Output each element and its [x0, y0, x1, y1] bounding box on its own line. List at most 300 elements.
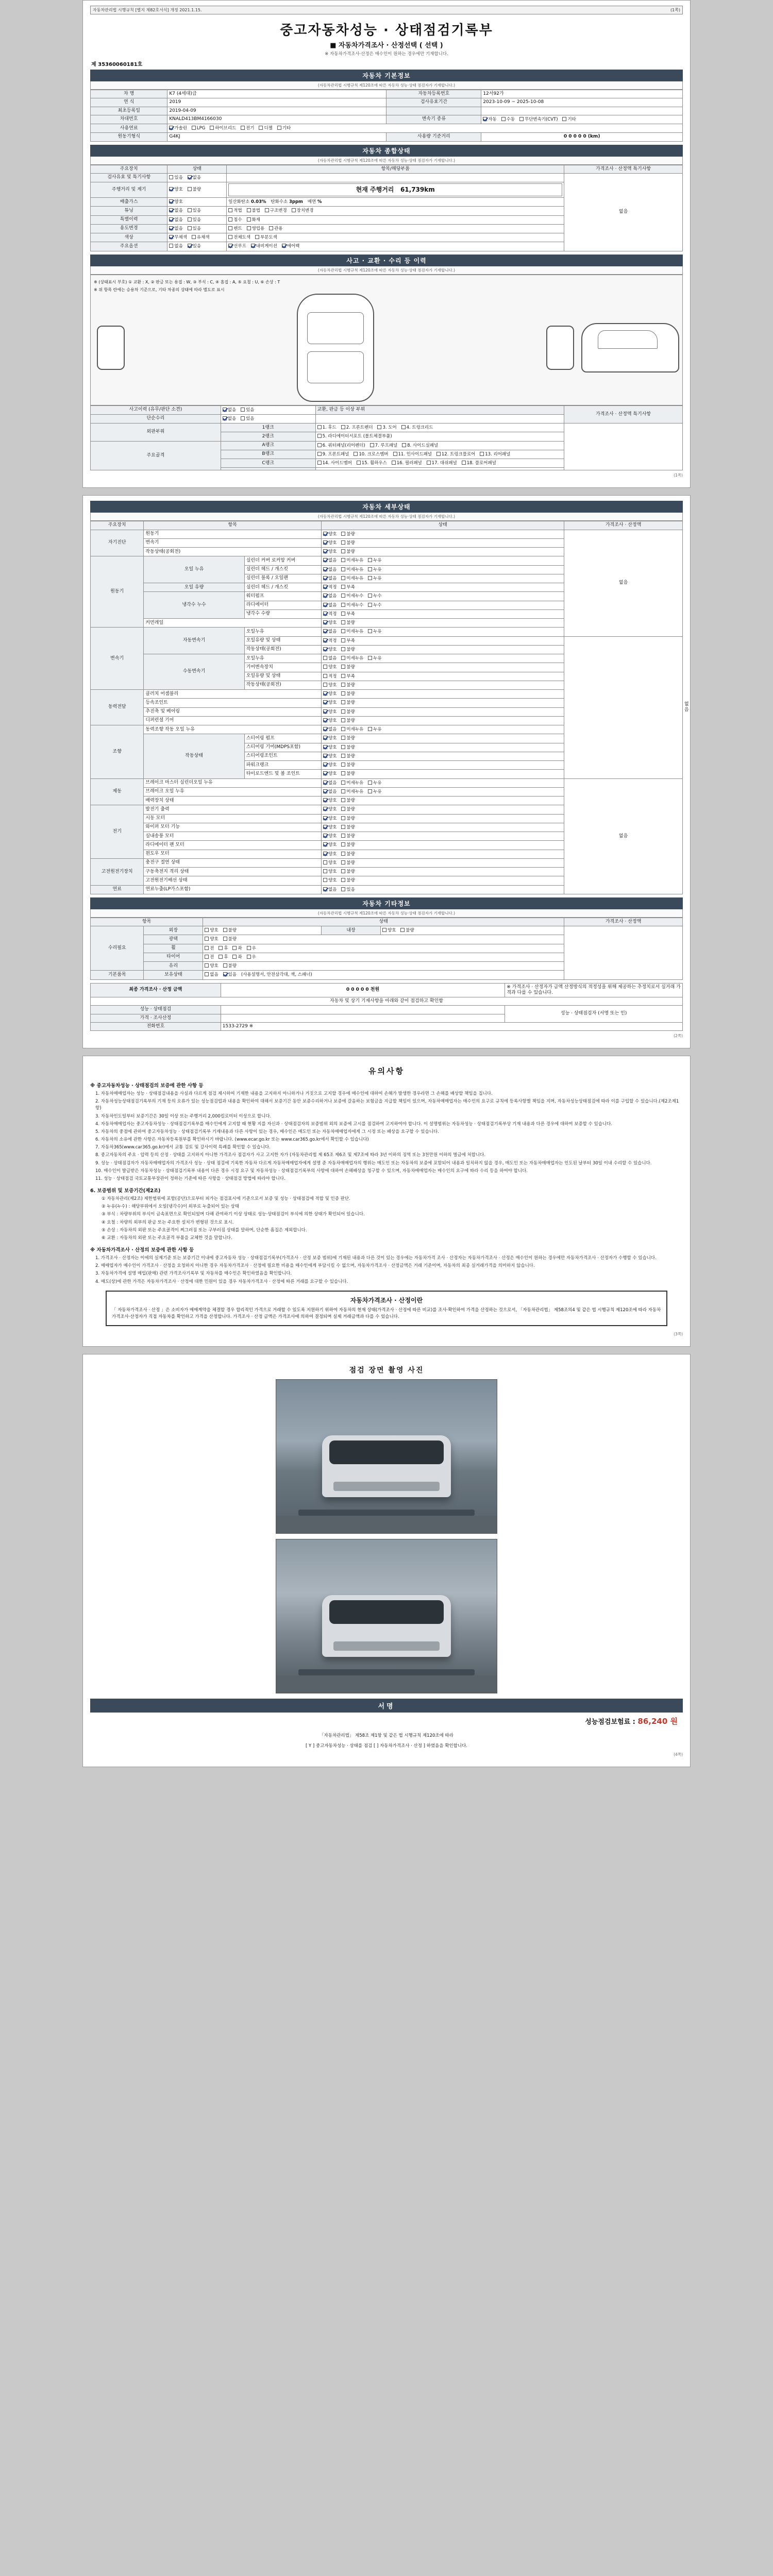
notice-item2: 4. 매도(상)에 관한 가격은 자동차가격조사 · 산정에 대한 민원이 있을 경우 자동차가격조사 · 산정에 따른 거래를 요구할 수 있습니다.	[95, 1279, 348, 1284]
document-title: 중고자동차성능 · 상태점검기록부	[280, 23, 493, 38]
rocker-none[interactable]: 없음	[323, 557, 337, 564]
state-radiator-fan	[322, 841, 564, 850]
fuel-leak-none[interactable]: 없음	[323, 887, 337, 893]
item-block-oilpan: 실린더 블록 / 오일팬	[244, 574, 321, 583]
state-power-crank	[322, 761, 564, 770]
table-row	[91, 983, 683, 997]
item-mt-idle: 작동상태(공회전)	[244, 681, 321, 689]
rocker-leak[interactable]: 누유	[368, 557, 381, 564]
interior-good[interactable]: 양호	[382, 927, 396, 934]
sub-coolant-leak: 냉각수 누수	[144, 592, 244, 619]
tuning-illegal[interactable]: 불법	[247, 208, 260, 214]
rail-bad[interactable]: 불량	[341, 620, 355, 626]
item-mt-oil: 오일유량 및 상태	[244, 672, 321, 681]
tuning-legal[interactable]: 적법	[228, 208, 242, 214]
state-drive-battery	[322, 868, 564, 876]
item-trans-diag: 변속기	[144, 538, 322, 547]
block-minor[interactable]: 미세누유	[341, 575, 363, 582]
mt-gear-bad[interactable]: 불량	[341, 664, 355, 670]
item-cv-joint: 등속조인트	[144, 699, 322, 707]
fuel-option-other[interactable]: 기타	[277, 125, 291, 131]
validity-no[interactable]: 없음	[188, 175, 201, 181]
table-row	[91, 98, 683, 107]
color-chromatic[interactable]: 유채색	[192, 234, 210, 241]
state-common-rail	[322, 619, 564, 628]
ps-none[interactable]: 없음	[323, 726, 337, 733]
value-usage-distance: 0 0 0 0 0 (km)	[481, 133, 683, 141]
usechange-none[interactable]: 없음	[169, 226, 182, 232]
pump-none[interactable]: 없음	[323, 593, 337, 599]
label-usage-distance: 사용량 기준거리	[386, 133, 481, 141]
part-front-panel[interactable]: 9. 프론트패널	[317, 451, 349, 457]
polish-bad[interactable]: 불량	[223, 936, 237, 942]
inspection-photo-rear	[276, 1539, 497, 1693]
tuning-yes[interactable]: 있음	[188, 208, 201, 214]
notice-item: 11. 성능 · 상태점검 국토교통부장관이 정하는 기준에 따른 사항을 · 상태점검 방법에 따라야 합니다.	[95, 1176, 285, 1181]
photo-car-rear-shape	[322, 1595, 451, 1657]
value-fuel	[167, 124, 683, 133]
row-label-options: 주요옵션	[91, 242, 167, 251]
table-row	[91, 115, 683, 124]
part-front-fender[interactable]: 2. 프론트펜더	[341, 425, 373, 431]
polish-good[interactable]: 양호	[205, 936, 218, 942]
emission-good[interactable]: 양호	[169, 199, 182, 205]
hv-good[interactable]: 양호	[323, 877, 337, 884]
color-full-paint[interactable]: 전체도색	[228, 234, 250, 241]
part-side-sill-panel[interactable]: 8. 사이드실패널	[402, 443, 438, 449]
at-idle-good[interactable]: 양호	[323, 647, 337, 653]
sg-bad[interactable]: 불량	[341, 744, 355, 751]
part-trunk-lid[interactable]: 4. 트렁크리드	[401, 425, 433, 431]
interior-bad[interactable]: 불량	[400, 927, 414, 934]
value-blank1	[481, 107, 683, 115]
item-mt-gear: 기어변속장치	[244, 663, 321, 672]
cp-bad[interactable]: 불량	[341, 860, 355, 866]
alt-good[interactable]: 양호	[323, 806, 337, 812]
wiper-bad[interactable]: 불량	[341, 824, 355, 831]
usechange-yes[interactable]: 있음	[188, 226, 201, 232]
at-leak-none[interactable]: 없음	[323, 629, 337, 635]
row-item-special	[227, 215, 564, 224]
fan-bad[interactable]: 불량	[341, 842, 355, 848]
label-inspection-period: 검사유효기간	[386, 98, 481, 107]
sub-oil-amount: 오일 유량	[144, 583, 244, 592]
item-steering-gear: 스티어링 기어(MDPS포함)	[244, 743, 321, 752]
sp-bad[interactable]: 불량	[341, 735, 355, 741]
at-idle-bad[interactable]: 불량	[341, 647, 355, 653]
state-engine-diag	[322, 530, 564, 538]
block-leak[interactable]: 누유	[368, 575, 381, 582]
value-first-reg: 2019-04-09	[167, 107, 386, 115]
fuel-option-lpg[interactable]: LPG	[192, 125, 205, 131]
part-pillar-panel[interactable]: 16. 필러패널	[392, 460, 422, 466]
photo-lift-bar-2	[298, 1669, 475, 1675]
item-exterior: 외장	[144, 926, 203, 935]
page-1	[82, 0, 691, 488]
part-roof-panel[interactable]: 7. 루프패널	[370, 443, 398, 449]
overall-remark: 없음	[564, 173, 683, 251]
wiper-good[interactable]: 양호	[323, 824, 337, 831]
value-inspection-period: 2023-10-09 ~ 2025-10-08	[481, 98, 683, 107]
mt-idle-bad[interactable]: 불량	[341, 682, 355, 688]
item-mt-leak: 오일누유	[244, 654, 321, 663]
color-achromatic[interactable]: 무채색	[169, 234, 187, 241]
tire-right[interactable]: 우	[247, 954, 256, 960]
sj-bad[interactable]: 불량	[341, 753, 355, 759]
notice-subitem: ② 누유(누수) : 해당부위에서 오일(냉각수)이 외부로 누출되어 있는 상태	[102, 1204, 240, 1210]
possession-none[interactable]: 없음	[205, 972, 218, 978]
accident-yes[interactable]: 있음	[241, 407, 254, 413]
idle-diag-bad[interactable]: 불량	[341, 549, 355, 555]
part-quarter-panel[interactable]: 6. 쿼터패널(리어펜더)	[317, 443, 365, 449]
col-state: 상태	[167, 165, 227, 173]
exterior-bad[interactable]: 불량	[223, 927, 237, 934]
wheel-rear[interactable]: 후	[219, 945, 228, 952]
mileage-bad[interactable]: 불량	[188, 187, 201, 193]
glass-good[interactable]: 양호	[205, 963, 218, 969]
mt-oil-ok[interactable]: 적정	[323, 673, 337, 680]
diff-bad[interactable]: 불량	[341, 718, 355, 724]
value-inspector-perf	[221, 1006, 505, 1014]
final-price-table	[90, 983, 683, 1031]
table-row	[91, 124, 683, 133]
fuel-leak-yes[interactable]: 있음	[341, 887, 355, 893]
special-yes[interactable]: 있음	[188, 217, 201, 223]
section-detail-note: (자동차관리법 시행규칙 제120조에 따른 자동차 성능·상태 점검자가 기재합니다.)	[90, 513, 683, 521]
label-inspector-price: 가격 · 조사산정	[91, 1014, 221, 1022]
part-radiator-support[interactable]: 5. 라디에이터서포트 (볼트체결부품)	[317, 433, 392, 439]
mt-gear-good[interactable]: 양호	[323, 664, 337, 670]
col-other-price: 가격조사 · 산정액	[564, 918, 683, 926]
db-bad[interactable]: 불량	[341, 869, 355, 875]
special-fire[interactable]: 화재	[247, 217, 260, 223]
fuel-option-hybrid[interactable]: 하이브리드	[210, 125, 236, 131]
item-tie-rod: 타이로드엔드 및 볼 조인트	[244, 770, 321, 778]
wheel-front[interactable]: 전	[205, 945, 214, 952]
section-accident-note: (자동차관리법 시행규칙 제120조에 따른 자동차 성능·상태 점검자가 기재합니다.)	[90, 266, 683, 275]
table-row	[91, 699, 683, 707]
diff-good[interactable]: 양호	[323, 718, 337, 724]
section-basic-info-note: (자동차관리법 시행규칙 제120조에 따른 자동차 성능·상태 점검자가 기재합니다.)	[90, 81, 683, 90]
item-charge-port: 충전구 절연 상태	[144, 858, 322, 867]
db-good[interactable]: 양호	[323, 869, 337, 875]
mt-idle-good[interactable]: 양호	[323, 682, 337, 688]
blower-good[interactable]: 양호	[323, 833, 337, 839]
fuel-option-gasoline[interactable]: 가솔린	[169, 125, 187, 131]
shaft-bad[interactable]: 불량	[341, 709, 355, 715]
insurance-fee-label: 성능점검보험료 :	[585, 1718, 635, 1726]
item-engine-diag: 원동기	[144, 530, 322, 538]
trans-diag-good[interactable]: 양호	[323, 540, 337, 546]
notice-subitem: ⑤ 손상 : 자동차의 외판 또는 주요골격이 찌그러짐 또는 구부러짐 상태를 말하며, 단순한 흠집은 제외합니다.	[102, 1227, 307, 1233]
part-floor-panel[interactable]: 18. 플로어패널	[462, 460, 496, 466]
pump-minor[interactable]: 미세누수	[341, 593, 363, 599]
starter-good[interactable]: 양호	[323, 816, 337, 822]
item-polish: 광택	[144, 935, 203, 944]
section-basic-info-title: 자동차 기본정보	[90, 70, 683, 81]
rad-minor[interactable]: 미세누수	[341, 602, 363, 608]
part-wheel-house[interactable]: 15. 휠하우스	[357, 460, 387, 466]
form-ref: 자동차관리법 시행규칙 [별지 제82호서식] 개정 2021.1.15.	[93, 8, 202, 12]
table-row	[91, 778, 683, 787]
option-airbag[interactable]: 에어백	[282, 243, 300, 249]
part-dash-panel[interactable]: 17. 대쉬패널	[427, 460, 457, 466]
block-none[interactable]: 없음	[323, 575, 337, 582]
fuel-option-electric[interactable]: 전기	[241, 125, 254, 131]
item-blower: 실내송풍 모터	[144, 832, 322, 841]
wheel-right[interactable]: 우	[247, 945, 256, 952]
definition-box	[106, 1291, 667, 1326]
state-propeller-shaft	[322, 707, 564, 716]
diagram-shapes	[94, 294, 679, 402]
usechange-gov[interactable]: 관용	[269, 226, 282, 232]
idle-diag-good[interactable]: 양호	[323, 549, 337, 555]
pump-leak[interactable]: 누수	[368, 593, 381, 599]
page3-footer: (3쪽)	[674, 1331, 683, 1336]
sg-good[interactable]: 양호	[323, 744, 337, 751]
item-tire: 타이어	[144, 953, 203, 961]
table-row	[91, 1022, 683, 1030]
mt-oil-low[interactable]: 부족	[341, 673, 355, 680]
tr-bad[interactable]: 불량	[341, 771, 355, 777]
shaft-good[interactable]: 양호	[323, 709, 337, 715]
photo-section-title: 점검 장면 촬영 사진	[349, 1366, 424, 1375]
table-row	[91, 997, 683, 1006]
section-other-note: (자동차관리법 시행규칙 제120조에 따른 자동차 성능·상태 점검자가 기재합니다.)	[90, 909, 683, 918]
glass-bad[interactable]: 불량	[223, 963, 237, 969]
transmission-option-auto[interactable]: 자동	[483, 116, 496, 123]
value-engine-type: G4KJ	[167, 133, 386, 141]
part-trunk-floor[interactable]: 12. 트렁크플로어	[436, 451, 476, 457]
head-none[interactable]: 없음	[323, 567, 337, 573]
cv-bad[interactable]: 불량	[341, 700, 355, 706]
transmission-option-cvt[interactable]: 무단변속기(CVT)	[519, 116, 558, 123]
state-coolant-amount	[322, 609, 564, 618]
cp-good[interactable]: 양호	[323, 860, 337, 866]
exterior-good[interactable]: 양호	[205, 927, 218, 934]
clutch-bad[interactable]: 불량	[341, 691, 355, 697]
tire-left[interactable]: 좌	[232, 954, 242, 960]
part-cross-member[interactable]: 10. 크로스멤버	[354, 451, 388, 457]
sp-good[interactable]: 양호	[323, 735, 337, 741]
at-leak-minor[interactable]: 미세누유	[341, 629, 363, 635]
item-interior: 내장	[322, 926, 381, 935]
color-partial-paint[interactable]: 부분도색	[255, 234, 277, 241]
at-oil-ok[interactable]: 적정	[323, 638, 337, 644]
group-outer-panel: 외판부위	[91, 423, 221, 442]
state-steering-gear	[322, 743, 564, 752]
mc-leak[interactable]: 누유	[368, 780, 381, 786]
state-oil-amount	[322, 583, 564, 592]
starter-bad[interactable]: 불량	[341, 816, 355, 822]
detail-remark-3: 없음	[564, 778, 683, 894]
blower-bad[interactable]: 불량	[341, 833, 355, 839]
section-accident-title: 사고 · 교환 · 수리 등 이력	[90, 255, 683, 266]
group-engine: 원동기	[91, 556, 144, 628]
label-plate: 자동차등록번호	[386, 90, 481, 98]
booster-good[interactable]: 양호	[323, 798, 337, 804]
value-car-name: K7 (4세대)급	[167, 90, 386, 98]
group-transmission: 변속기	[91, 628, 144, 690]
notice-subitem: ④ 요철 : 차량의 외부의 판금 또는 주요한 설치가 변형된 것으로 표시.	[102, 1219, 234, 1225]
label-accident-history: 사고이력 (유무/판단 소견)	[91, 405, 221, 414]
simple-repair-none[interactable]: 없음	[223, 416, 236, 422]
bo-none[interactable]: 없음	[323, 789, 337, 795]
mt-leak-none[interactable]: 없음	[323, 655, 337, 662]
oil-amount-ok[interactable]: 적정	[323, 584, 337, 590]
state-window-motor	[322, 850, 564, 858]
rad-leak[interactable]: 누수	[368, 602, 381, 608]
part-rear-panel[interactable]: 13. 리어패널	[480, 451, 510, 457]
part-side-member[interactable]: 14. 사이드멤버	[317, 460, 352, 466]
document-number: 제 35360060181호	[91, 62, 143, 67]
state-steering-pump	[322, 734, 564, 743]
at-leak-leak[interactable]: 누유	[368, 629, 381, 635]
group-hv-electric: 고전원전기장치	[91, 858, 144, 885]
head-minor[interactable]: 미세누유	[341, 567, 363, 573]
hv-bad[interactable]: 불량	[341, 877, 355, 884]
option-yes[interactable]: 있음	[188, 243, 201, 249]
state-clutch	[322, 690, 564, 699]
rocker-minor[interactable]: 미세누유	[341, 557, 363, 564]
rank-1: 1랭크	[221, 423, 315, 432]
part-hood[interactable]: 1. 후드	[317, 425, 337, 431]
possession-yes[interactable]: 있음	[223, 972, 237, 978]
notice-subitem: ⑥ 교환 : 자동차의 외판 또는 주요골격 부품을 교체한 것을 말합니다.	[102, 1235, 232, 1241]
item-oil-amount: 실린더 헤드 / 개스킷	[244, 583, 321, 592]
option-navigation[interactable]: 내비게이션	[251, 243, 277, 249]
row-state-special	[167, 215, 227, 224]
mc-none[interactable]: 없음	[323, 780, 337, 786]
notice-title: 유의사항	[368, 1066, 405, 1076]
transmission-option-other[interactable]: 기타	[562, 116, 576, 123]
clutch-good[interactable]: 양호	[323, 691, 337, 697]
oil-amount-low[interactable]: 부족	[341, 584, 355, 590]
option-none[interactable]: 없음	[169, 243, 182, 249]
coolant-low[interactable]: 부족	[341, 611, 355, 617]
notice-item2: 3. 자동차가격에 설명 매입(판매) 관련 가격조사기록부 및 자동차를 매수인은 확인하였음을 확인합니다.	[95, 1271, 292, 1277]
definition-title: 자동차가격조사 · 산정이란	[350, 1296, 423, 1304]
state-tire	[203, 953, 564, 961]
row-item-tuning	[227, 207, 564, 215]
parts-ranka-items	[315, 441, 564, 450]
simple-repair-yes[interactable]: 있음	[241, 416, 254, 422]
notice-heading-2: ※ 자동차가격조사 · 산정의 보증에 관한 사항 등	[90, 1247, 194, 1253]
accident-none[interactable]: 없음	[223, 407, 236, 413]
row-label-color: 색상	[91, 233, 167, 242]
mc-minor[interactable]: 미세누유	[341, 780, 363, 786]
fan-good[interactable]: 양호	[323, 842, 337, 848]
coolant-ok[interactable]: 적정	[323, 611, 337, 617]
sj-good[interactable]: 양호	[323, 753, 337, 759]
tuning-none[interactable]: 없음	[169, 208, 182, 214]
trans-diag-bad[interactable]: 불량	[341, 540, 355, 546]
state-wiper	[322, 823, 564, 832]
special-flood[interactable]: 침수	[228, 217, 242, 223]
pc-good[interactable]: 양호	[323, 762, 337, 768]
rad-none[interactable]: 없음	[323, 602, 337, 608]
label-parts-header: 교환, 판금 등 이상 부위	[315, 405, 564, 414]
item-water-pump: 워터펌프	[244, 592, 321, 601]
other-info-table	[90, 918, 683, 980]
ps-minor[interactable]: 미세누유	[341, 726, 363, 733]
state-hv-wiring	[322, 876, 564, 885]
cv-good[interactable]: 양호	[323, 700, 337, 706]
tire-rear[interactable]: 후	[219, 954, 228, 960]
part-inside-panel[interactable]: 11. 인사이드패널	[393, 451, 432, 457]
head-leak[interactable]: 누유	[368, 567, 381, 573]
state-glass	[203, 962, 564, 971]
bo-minor[interactable]: 미세누유	[341, 789, 363, 795]
notice-item: 1. 자동차매매업자는 성능 · 상태점검내용을 사실과 다르게 점검 제시하여 기재한 내용을 고지하지 아니하거나 거짓으로 고지할 경우에 매수인에 대하여 손해가 발생한 경우라면 그 손해를 배상할 책임을 집니다.	[95, 1091, 493, 1096]
transmission-option-manual[interactable]: 수동	[501, 116, 515, 123]
validity-yes[interactable]: 있음	[169, 175, 182, 181]
table-row	[91, 1006, 683, 1014]
item-possession: 보유상태	[144, 971, 203, 979]
tuning-structure[interactable]: 구조변경	[265, 208, 287, 214]
state-starter	[322, 814, 564, 823]
alt-bad[interactable]: 불량	[341, 806, 355, 812]
bo-leak[interactable]: 누유	[368, 789, 381, 795]
mileage-good[interactable]: 양호	[169, 187, 182, 193]
photo-car-front-shape	[322, 1435, 451, 1497]
usechange-rent[interactable]: 렌트	[228, 226, 242, 232]
damage-diagram	[90, 275, 683, 405]
option-sunroof[interactable]: 선루프	[228, 243, 246, 249]
photo-lift-bar-1	[298, 1510, 475, 1516]
tr-good[interactable]: 양호	[323, 771, 337, 777]
part-door[interactable]: 3. 도어	[377, 425, 396, 431]
state-exterior	[203, 926, 322, 935]
item-starter: 시동 모터	[144, 814, 322, 823]
row-item-color	[227, 233, 564, 242]
table-row	[91, 654, 683, 663]
engine-diag-bad[interactable]: 불량	[341, 531, 355, 537]
at-oil-low[interactable]: 부족	[341, 638, 355, 644]
booster-bad[interactable]: 불량	[341, 798, 355, 804]
insurance-fee-line	[90, 1713, 683, 1730]
photo-floor-2	[276, 1675, 497, 1693]
window-bad[interactable]: 불량	[341, 851, 355, 857]
tuning-device[interactable]: 장치변경	[292, 208, 314, 214]
tire-front[interactable]: 전	[205, 954, 214, 960]
usechange-business[interactable]: 영업용	[247, 226, 265, 232]
pc-bad[interactable]: 불량	[341, 762, 355, 768]
notice-item: 4. 자동차매매업자는 중고자동차성능 · 상태점검기록부를 매수인에게 고지할 때 현황 지를 자신과 · 상태점검자의 보증범위 외의 보증에 고시를 점검하여 고지하여야 합니다. 이 설명범위는 자동차성능 · 상태점검기록부상 기재 내용과 다른 경우에 대하여 보증할 수 있습니다.	[95, 1121, 613, 1127]
ps-leak[interactable]: 누유	[368, 726, 381, 733]
table-row	[91, 926, 683, 935]
engine-diag-good[interactable]: 양호	[323, 531, 337, 537]
fuel-option-diesel[interactable]: 디젤	[259, 125, 272, 131]
detail-state-table	[90, 521, 689, 894]
table-row	[91, 716, 683, 725]
group-powertrain: 동력전달	[91, 690, 144, 725]
item-booster: 배력장치 상태	[144, 796, 322, 805]
row-state-color	[167, 233, 227, 242]
state-differential	[322, 716, 564, 725]
mt-leak-leak[interactable]: 누유	[368, 655, 381, 662]
wheel-left[interactable]: 좌	[232, 945, 242, 952]
state-power-steer-leak	[322, 725, 564, 734]
rail-good[interactable]: 양호	[323, 620, 337, 626]
window-good[interactable]: 양호	[323, 851, 337, 857]
mileage-value-box	[228, 183, 562, 196]
overall-state-table	[90, 165, 683, 251]
label-fuel: 사용연료	[91, 124, 167, 133]
special-none[interactable]: 없음	[169, 217, 182, 223]
notice-item: 8. 중고자동차의 주요 · 압력 등의 산정 · 상태를 고지하지 아니한 가격조사 점검자가 사고 고지한 자가 (자동차관리법 제 65조 제6조 및 제7조에 따라 3년 이하의 징역 또는 3천만원 이하의 벌금에 처합니다.	[95, 1153, 486, 1158]
mt-leak-minor[interactable]: 미세누유	[341, 655, 363, 662]
